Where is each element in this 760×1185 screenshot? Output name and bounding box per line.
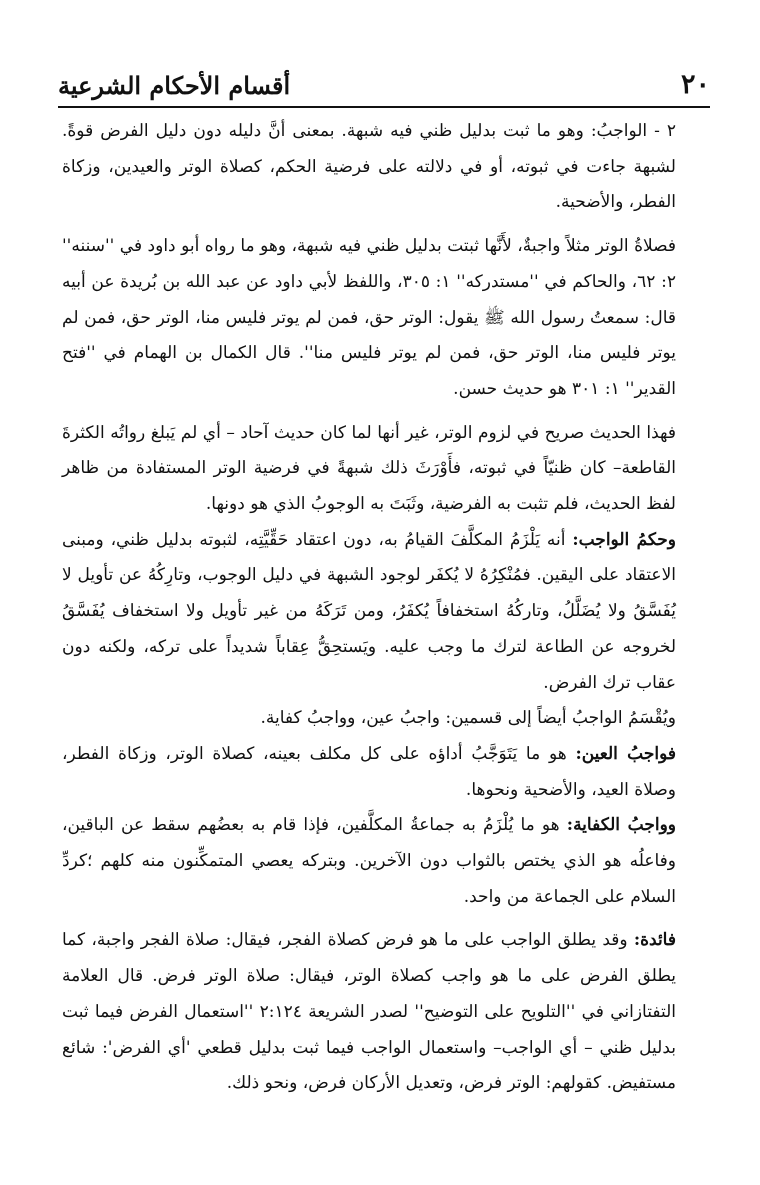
paragraph-wajib-definition [62,114,706,221]
header-rule [58,106,710,108]
page-header [58,58,710,98]
page-body [62,114,706,1102]
paragraph-text: فهذا الحديث صريح في لزوم الوتر، غير أنها لما كان حديث آحاد – أي لم يَبلغ رواتُه الكثرةَ القاطعة– كان ظنيّاً في ثبوته، فأَوْرَثَ ذلك شبهةً في فرضية الوتر المستفادة من ظاهر لفظ الحديث، فلم تثبت به الفرضية، وثَبَتَ به الوجوبُ الذي هو دونها. [62,422,676,515]
paragraph-text: هو ما يُلْزَمُ به جماعةُ المكلَّفين، فإذا قام به بعضُهم سقط عن الباقين، وفاعلُه هو الذي يختص بالثواب دون الآخرين. وبتركه يعصي المتمكِّنون منه كلهم ؛كردِّ السلام على الجماعة من واحد. [62,815,676,907]
paragraph-lead: فائدة: [633,930,676,951]
paragraph-text: ٢ - الواجبُ: وهو ما ثبت بدليل ظني فيه شبهة. بمعنى أنَّ دليله دون دليل الفرض قوةً. لشبهة جاءت في ثبوته، أو في دلالته على فرضية الحكم، كصلاة الوتر والعيدين، وزكاة الفطر، والأضحية. [62,121,676,213]
paragraph-wajib-ruling [62,523,706,702]
paragraph-lead: وحكمُ الواجب: [572,529,676,550]
paragraph-text: أنه يَلْزَمُ المكلَّفَ القيامُ به، دون اعتقاد حَقِّيَّتِه، لثبوته بدليل ظني، ومبنى الاعتقاد على اليقين. فمُنْكِرُهُ لا يُكفَر لوجود الشبهة في دليل الوجوب، وتارِكُهُ عن تأويل لا يُفَسَّقُ ولا يُضَلَّلُ، وتاركُهُ استخفافاً يُكفَرُ، ومن تَرَكَهُ من غير تأويل ولا استخفاف يُفَسَّقُ لخروجه عن الطاعة لترك ما وجب عليه. ويَستحِقُّ عِقاباً شديداً على تركه، ولكنه دون عقاب ترك الفرض. [62,529,676,693]
paragraph-text: وقد يطلق الواجب على ما هو فرض كصلاة الفجر، فيقال: صلاة الفجر واجبة، كما يطلق الفرض على ما هو واجب كصلاة الوتر، فيقال: صلاة الوتر فرض. قال العلامة التفتازاني في ''التلويح على التوضيح'' لصدر الشريعة ٢:١٢٤ ''استعمال الفرض فيما ثبت بدليل ظني – أي الواجب– واستعمال الواجب فيما ثبت بدليل قطعي 'أي الفرض': شائع مستفيض. كقولهم: الوتر فرض، وتعديل الأركان فرض، ونحو ذلك. [62,930,676,1094]
running-title: أقسام الأحكام الشرعية [58,71,291,100]
paragraph-lead: وواجبُ الكفاية: [566,815,676,836]
paragraph-text: هو ما يَتَوَجَّبُ أداؤه على كل مكلف بعينه، كصلاة الوتر، وزكاة الفطر، وصلاة العيد، والأضحية ونحوها. [62,743,676,800]
paragraph-witr-example [62,229,706,408]
page-number: ٢٠ [680,69,710,100]
paragraph-lead: فواجبُ العين: [575,743,676,764]
paragraph-hadith-analysis [62,416,706,523]
paragraph-text: ويُقْسَمُ الواجبُ أيضاً إلى قسمين: واجبُ عين، وواجبُ كفاية. [260,708,676,729]
paragraph-text: فصلاةُ الوتر مثلاً واجبةٌ، لأَنَّها ثبتت بدليل ظني فيه شبهة، وهو ما رواه أبو داود في ''سننه'' ٢: ٦٢، والحاكم في ''مستدركه'' ١: ٣٠٥، واللفظ لأبي داود عن عبد الله بن بُريدة عن أبيه قال: سمعتُ رسول الله ﷺ يقول: الوتر حق، فمن لم يوتر فليس منا، الوتر حق، فمن لم يوتر فليس منا، الوتر حق، فمن لم يوتر فليس منا''. قال الكمال بن الهمام في ''فتح القدير'' ١: ٣٠١ هو حديث حسن. [62,236,676,399]
paragraph-wajib-ayn [62,737,706,808]
paragraph-wajib-division [62,701,706,737]
paragraph-benefit-note [62,923,706,1102]
paragraph-wajib-kifaya [62,808,706,915]
